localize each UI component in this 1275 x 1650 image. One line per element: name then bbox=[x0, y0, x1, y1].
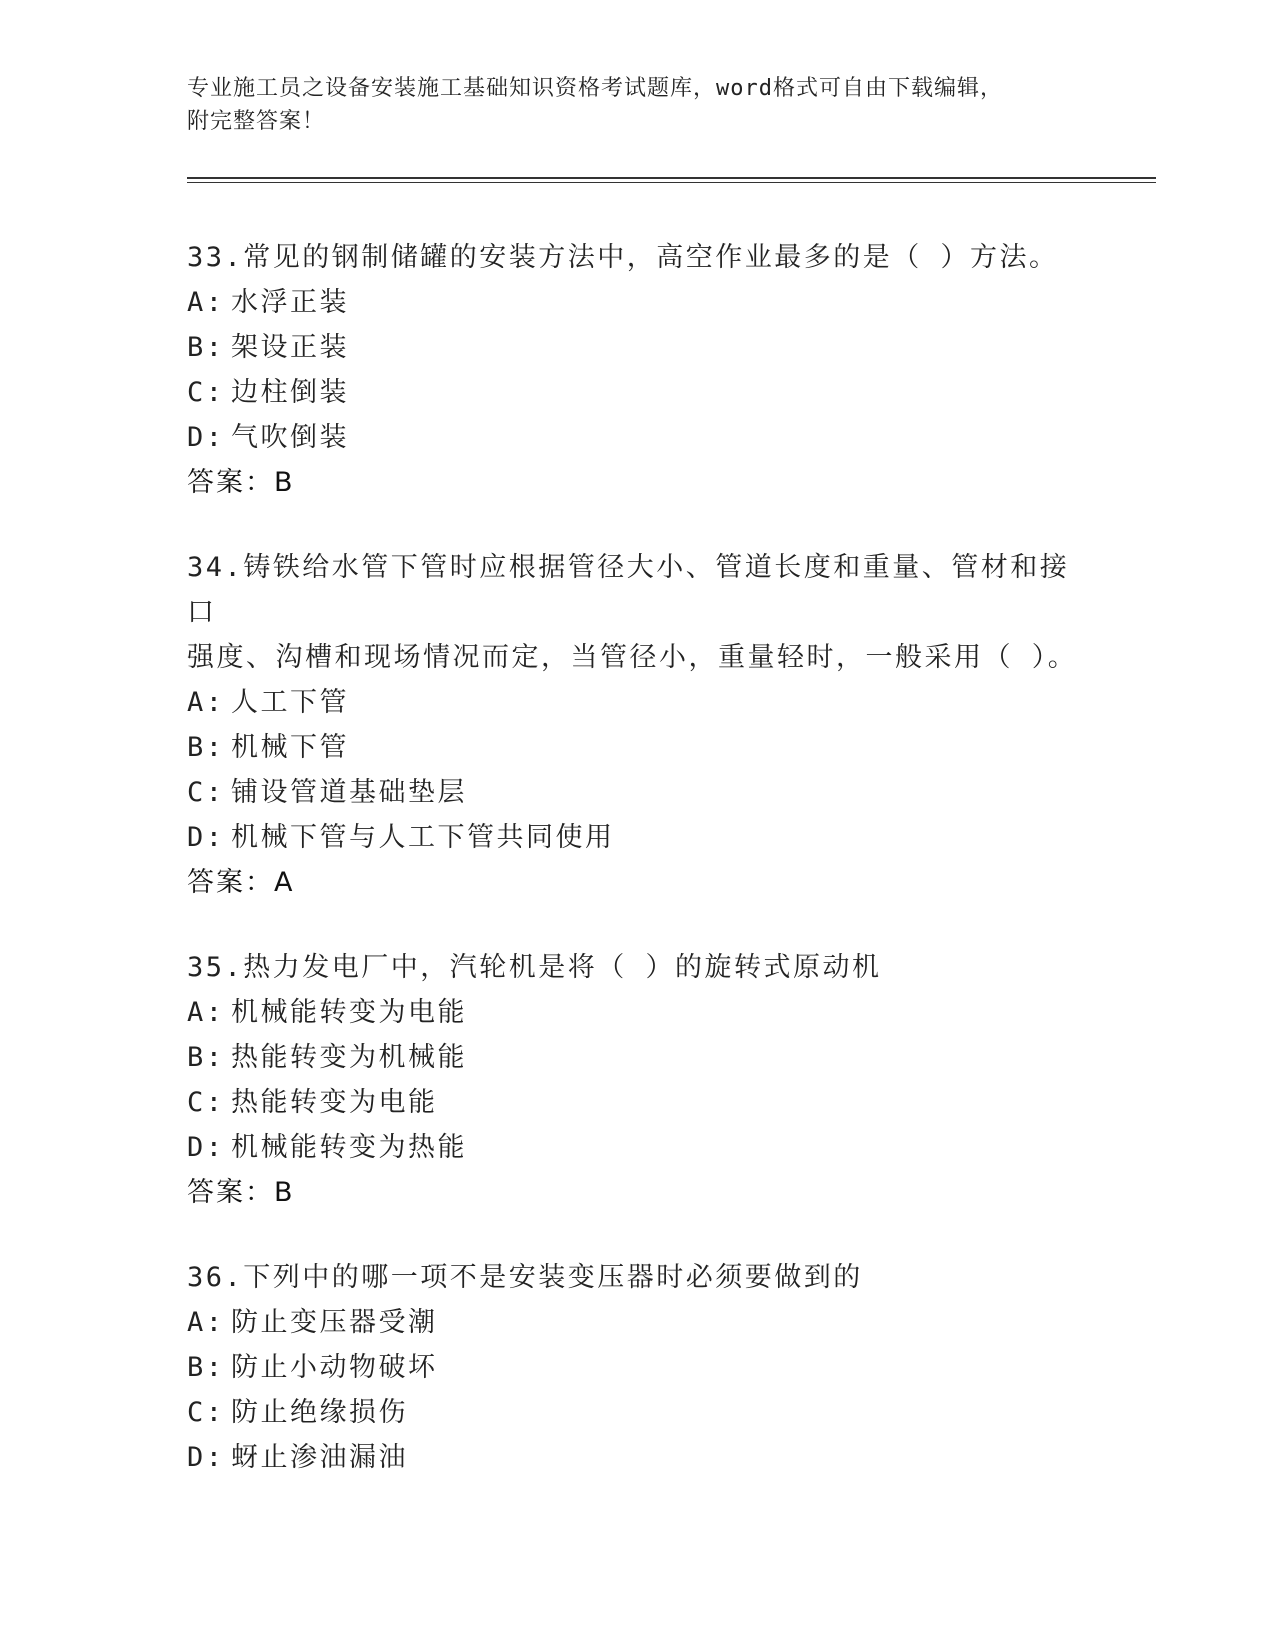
option-c bbox=[187, 770, 1087, 815]
option-letter: B: bbox=[187, 1352, 225, 1383]
option-d bbox=[187, 815, 1087, 860]
option-a bbox=[187, 1300, 1087, 1345]
option-b bbox=[187, 1345, 1087, 1390]
option-text: 防止绝缘损伤 bbox=[231, 1397, 408, 1428]
option-b bbox=[187, 325, 1087, 370]
option-c bbox=[187, 370, 1087, 415]
answer-label: 答案：B bbox=[187, 1177, 295, 1208]
option-text: 防止变压器受潮 bbox=[231, 1307, 438, 1338]
option-letter: B: bbox=[187, 1042, 225, 1073]
header-divider-thin bbox=[187, 182, 1156, 183]
question-text: 34.铸铁给水管下管时应根据管径大小、管道长度和重量、管材和接口 bbox=[187, 552, 1070, 628]
header-line-2: 附完整答案！ bbox=[187, 109, 326, 134]
document-header bbox=[187, 72, 1087, 138]
option-letter: D: bbox=[187, 1132, 225, 1163]
option-letter: B: bbox=[187, 332, 225, 363]
option-text: 人工下管 bbox=[231, 687, 349, 718]
option-letter: C: bbox=[187, 1087, 225, 1118]
option-text: 机械下管与人工下管共同使用 bbox=[231, 822, 615, 853]
option-d bbox=[187, 1125, 1087, 1170]
question-36 bbox=[187, 1255, 1087, 1480]
option-text: 机械能转变为电能 bbox=[231, 997, 467, 1028]
question-34 bbox=[187, 545, 1087, 905]
option-letter: C: bbox=[187, 1397, 225, 1428]
option-text: 机械下管 bbox=[231, 732, 349, 763]
question-text: 35.热力发电厂中，汽轮机是将（ ）的旋转式原动机 bbox=[187, 952, 882, 983]
question-text: 36.下列中的哪一项不是安装变压器时必须要做到的 bbox=[187, 1262, 863, 1293]
option-letter: C: bbox=[187, 777, 225, 808]
option-a bbox=[187, 680, 1087, 725]
option-text: 铺设管道基础垫层 bbox=[231, 777, 467, 808]
option-text: 热能转变为电能 bbox=[231, 1087, 438, 1118]
option-letter: C: bbox=[187, 377, 225, 408]
option-text: 架设正装 bbox=[231, 332, 349, 363]
option-c bbox=[187, 1080, 1087, 1125]
option-letter: D: bbox=[187, 422, 225, 453]
option-b bbox=[187, 725, 1087, 770]
option-b bbox=[187, 1035, 1087, 1080]
option-letter: D: bbox=[187, 822, 225, 853]
option-text: 边柱倒装 bbox=[231, 377, 349, 408]
answer-label: 答案：A bbox=[187, 867, 295, 898]
option-text: 防止小动物破坏 bbox=[231, 1352, 438, 1383]
question-33 bbox=[187, 235, 1087, 505]
option-letter: A: bbox=[187, 997, 225, 1028]
option-letter: A: bbox=[187, 287, 225, 318]
option-text: 热能转变为机械能 bbox=[231, 1042, 467, 1073]
option-d bbox=[187, 415, 1087, 460]
header-divider-thick bbox=[187, 177, 1156, 179]
question-text-continued: 强度、沟槽和现场情况而定，当管径小，重量轻时，一般采用（ ）。 bbox=[187, 642, 1078, 673]
option-letter: B: bbox=[187, 732, 225, 763]
header-line-1: 专业施工员之设备安装施工基础知识资格考试题库，word格式可自由下载编辑， bbox=[187, 76, 1003, 101]
question-text: 33.常见的钢制储罐的安装方法中，高空作业最多的是（ ）方法。 bbox=[187, 242, 1059, 273]
option-text: 机械能转变为热能 bbox=[231, 1132, 467, 1163]
option-d bbox=[187, 1435, 1087, 1480]
answer-label: 答案：B bbox=[187, 467, 295, 498]
option-letter: D: bbox=[187, 1442, 225, 1473]
option-letter: A: bbox=[187, 687, 225, 718]
option-c bbox=[187, 1390, 1087, 1435]
option-a bbox=[187, 280, 1087, 325]
option-text: 水浮正装 bbox=[231, 287, 349, 318]
option-text: 气吹倒装 bbox=[231, 422, 349, 453]
question-35 bbox=[187, 945, 1087, 1215]
question-list bbox=[187, 235, 1087, 1520]
option-letter: A: bbox=[187, 1307, 225, 1338]
option-text: 蚜止渗油漏油 bbox=[231, 1442, 408, 1473]
option-a bbox=[187, 990, 1087, 1035]
